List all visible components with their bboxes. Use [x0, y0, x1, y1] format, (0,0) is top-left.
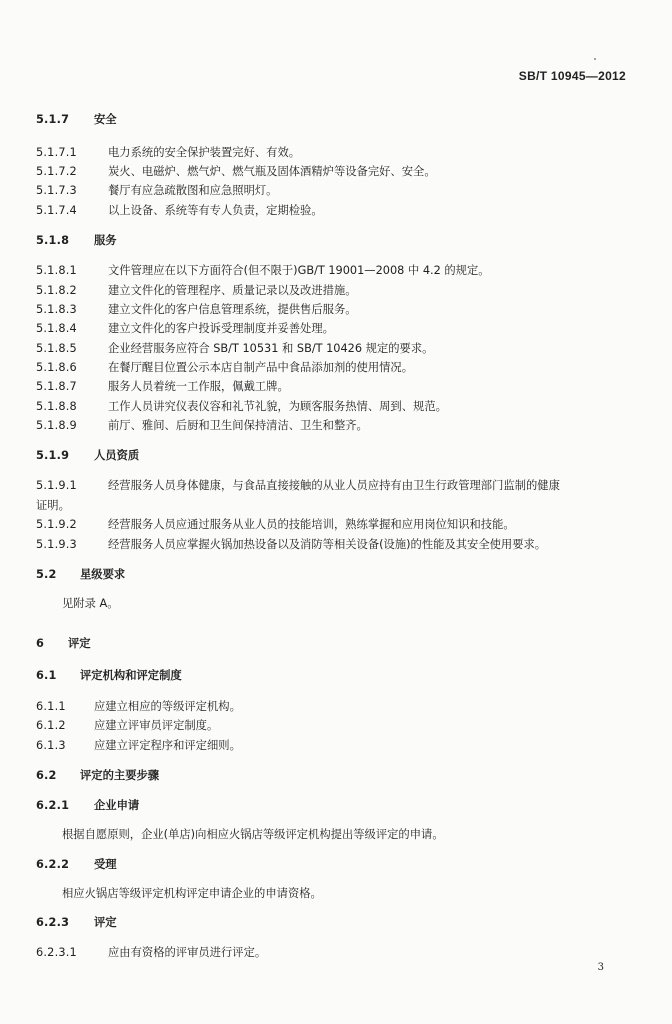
section-heading — [36, 449, 139, 463]
section-heading — [36, 916, 117, 930]
clause-number: 5.1.7 — [36, 113, 70, 126]
standard-code: SB/T 10945—2012 — [518, 69, 626, 83]
clause-line — [36, 719, 218, 733]
clause-text: 根据自愿原则，企业(单店)向相应火锅店等级评定机构提出等级评定的申请。 — [62, 828, 444, 841]
clause-number: 5.1.8 — [36, 234, 70, 247]
clause-line — [36, 518, 515, 532]
clause-line — [36, 538, 546, 552]
clause-line — [36, 146, 300, 160]
clause-line — [62, 597, 119, 611]
clause-number: 5.1.8.9 — [36, 419, 77, 432]
clause-line — [36, 499, 70, 513]
clause-number: 5.1.7.1 — [36, 146, 77, 159]
clause-text: 企业申请 — [94, 799, 140, 812]
clause-number: 5.1.9.2 — [36, 518, 77, 531]
section-heading — [36, 799, 139, 813]
section-heading — [36, 637, 91, 651]
clause-number: 5.1.9 — [36, 449, 70, 462]
clause-text: 星级要求 — [80, 568, 126, 581]
clause-text: 评定的主要步骤 — [80, 769, 160, 782]
clause-text: 以上设备、系统等有专人负责，定期检验。 — [108, 204, 323, 217]
clause-number: 5.1.8.6 — [36, 361, 77, 374]
scan-speck — [594, 58, 596, 60]
clause-line — [36, 184, 277, 198]
clause-text: 评定 — [94, 916, 117, 929]
clause-text: 经营服务人员应通过服务从业人员的技能培训，熟练掌握和应用岗位知识和技能。 — [108, 518, 515, 531]
clause-number: 5.1.8.2 — [36, 284, 77, 297]
clause-line — [62, 887, 322, 901]
clause-text: 证明。 — [36, 499, 70, 512]
clause-text: 前厅、雅间、后厨和卫生间保持清洁、卫生和整齐。 — [108, 419, 368, 432]
section-heading — [36, 858, 117, 872]
page-number: 3 — [597, 962, 604, 973]
clause-line — [36, 264, 490, 278]
clause-text: 经营服务人员应掌握火锅加热设备以及消防等相关设备(设施)的性能及其安全使用要求。 — [108, 538, 547, 551]
clause-text: 评定 — [68, 637, 91, 650]
clause-number: 5.2 — [36, 568, 57, 581]
clause-number: 5.1.8.1 — [36, 264, 77, 277]
clause-number: 5.1.8.3 — [36, 303, 77, 316]
clause-number: 5.1.7.4 — [36, 204, 77, 217]
clause-text: 应建立评审员评定制度。 — [94, 719, 219, 732]
clause-text: 见附录 A。 — [62, 597, 119, 610]
clause-text: 应建立相应的等级评定机构。 — [94, 700, 241, 713]
clause-text: 经营服务人员身体健康，与食品直接接触的从业人员应持有由卫生行政管理部门监制的健康 — [108, 479, 560, 492]
clause-text: 企业经营服务应符合 SB/T 10531 和 SB/T 10426 规定的要求。 — [108, 342, 434, 355]
clause-text: 炭火、电磁炉、燃气炉、燃气瓶及固体酒精炉等设备完好、安全。 — [108, 165, 436, 178]
clause-text: 电力系统的安全保护装置完好、有效。 — [108, 146, 301, 159]
clause-line — [36, 380, 289, 394]
clause-line — [36, 303, 357, 317]
clause-number: 6.1.2 — [36, 719, 66, 732]
clause-number: 6.2 — [36, 769, 57, 782]
clause-number: 6.1 — [36, 669, 57, 682]
clause-number: 5.1.9.3 — [36, 538, 77, 551]
clause-line — [36, 342, 433, 356]
clause-text: 在餐厅醒目位置公示本店自制产品中食品添加剂的使用情况。 — [108, 361, 414, 374]
clause-text: 文件管理应在以下方面符合(但不限于)GB/T 19001—2008 中 4.2 的规定。 — [108, 264, 490, 277]
clause-line — [36, 165, 436, 179]
clause-number: 5.1.8.4 — [36, 322, 77, 335]
clause-line — [36, 419, 368, 433]
clause-line — [36, 204, 323, 218]
clause-line — [36, 946, 266, 960]
clause-number: 5.1.8.5 — [36, 342, 77, 355]
section-heading — [36, 113, 117, 127]
clause-number: 6.1.1 — [36, 700, 66, 713]
section-heading — [36, 234, 117, 248]
clause-number: 6.2.1 — [36, 799, 70, 812]
clause-number: 6.2.3.1 — [36, 946, 77, 959]
clause-text: 应建立评定程序和评定细则。 — [94, 739, 241, 752]
clause-line — [36, 322, 334, 336]
clause-line — [62, 828, 444, 842]
clause-number: 6.2.2 — [36, 858, 70, 871]
clause-line — [36, 361, 413, 375]
clause-text: 工作人员讲究仪表仪容和礼节礼貌，为顾客服务热情、周到、规范。 — [108, 400, 447, 413]
clause-number: 6 — [36, 637, 45, 650]
clause-line — [36, 700, 241, 714]
clause-text: 相应火锅店等级评定机构评定申请企业的申请资格。 — [62, 887, 322, 900]
clause-number: 5.1.8.7 — [36, 380, 77, 393]
clause-text: 服务人员着统一工作服，佩戴工牌。 — [108, 380, 289, 393]
clause-text: 建立文件化的客户信息管理系统，提供售后服务。 — [108, 303, 357, 316]
clause-line — [36, 400, 447, 414]
clause-number: 5.1.9.1 — [36, 479, 77, 492]
clause-text: 人员资质 — [94, 449, 140, 462]
clause-text: 应由有资格的评审员进行评定。 — [108, 946, 267, 959]
clause-text: 建立文件化的客户投诉受理制度并妥善处理。 — [108, 322, 334, 335]
section-heading — [36, 669, 182, 683]
clause-text: 服务 — [94, 234, 117, 247]
section-heading — [36, 769, 159, 783]
clause-text: 建立文件化的管理程序、质量记录以及改进措施。 — [108, 284, 357, 297]
clause-line — [36, 284, 357, 298]
clause-number: 5.1.8.8 — [36, 400, 77, 413]
clause-text: 受理 — [94, 858, 117, 871]
clause-number: 5.1.7.2 — [36, 165, 77, 178]
clause-line — [36, 739, 241, 753]
clause-text: 安全 — [94, 113, 117, 126]
clause-number: 6.1.3 — [36, 739, 66, 752]
clause-text: 餐厅有应急疏散图和应急照明灯。 — [108, 184, 278, 197]
clause-line — [36, 479, 560, 493]
clause-number: 5.1.7.3 — [36, 184, 77, 197]
clause-text: 评定机构和评定制度 — [80, 669, 182, 682]
section-heading — [36, 568, 125, 582]
clause-number: 6.2.3 — [36, 916, 70, 929]
